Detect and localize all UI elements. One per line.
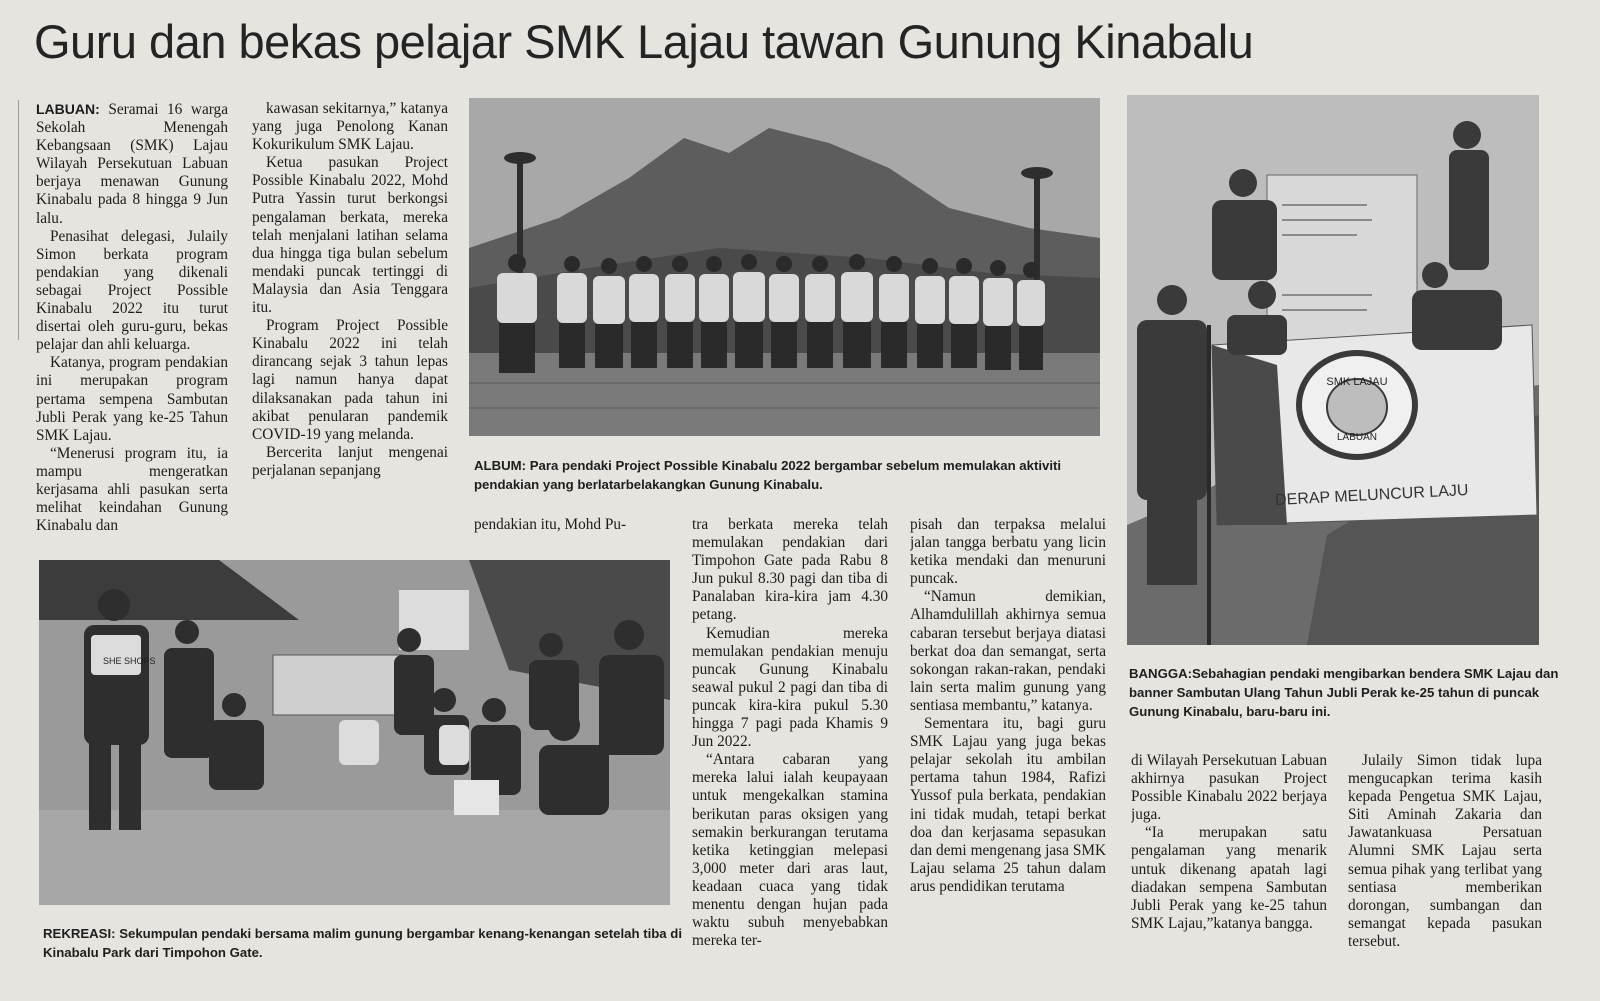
paragraph: di Wilayah Persekutuan Labuan akhirnya pasukan Project Possible Kinabalu 2022 berjaya juga. [1131,752,1327,824]
paragraph: Bercerita lanjut mengenai perjalanan sepanjang [252,443,448,479]
paragraph: Penasihat delegasi, Julaily Simon berkata program pendakian yang dikenali sebagai Project Possible Kinabalu 2022 itu turut disertai oleh guru-guru, bekas pelajar dan ahli keluarga. [36,227,228,354]
article-column-6 [1131,752,1327,962]
article-column-7 [1348,752,1542,962]
paragraph: Julaily Simon tidak lupa mengucapkan terima kasih kepada Pengetua SMK Lajau, Siti Aminah Zakaria dan Jawatankuasa Persatuan Alumni SMK Lajau serta semua pihak yang terlibat yang sentiasa memberikan dorongan, sumbangan dan semangat kepada pasukan tersebut. [1348,752,1542,950]
paragraph: “Namun demikian, Alhamdulillah akhirnya semua cabaran tersebut berjaya diatasi berkat doa dan semangat, serta sokongan rakan-rakan, pendaki lain serta malim gunung yang sentiasa membantu,” katanya. [910,588,1106,714]
caption-label: BANGGA: [1129,666,1193,681]
album-caption [474,456,1094,494]
flag-motto-text: DERAP MELUNCUR LAJU [1274,481,1469,510]
article-column-4 [692,516,888,961]
rekreasi-photo-drawing [39,560,670,905]
paragraph: Katanya, program pendakian ini merupakan program pertama sempena Sambutan Jubli Perak yang ke-25 Tahun SMK Lajau. [36,354,228,444]
headline: Guru dan bekas pelajar SMK Lajau tawan Gunung Kinabalu [34,15,1254,68]
album-photo [469,98,1100,436]
caption-text: Sebahagian pendaki mengibarkan bendera SMK Lajau dan banner Sambutan Ulang Tahun Jubli Perak ke-25 tahun di puncak Gunung Kinabalu, baru-baru ini. [1129,666,1559,719]
bangga-caption [1129,664,1559,721]
rekreasi-caption [43,924,683,962]
paragraph [36,100,228,228]
paragraph: pisah dan terpaksa melalui jalan tangga berbatu yang licin ketika mendaki dan menuruni puncak. [910,516,1106,588]
paragraph: “Antara cabaran yang mereka lalui ialah keupayaan untuk mengekalkan stamina berikutan paras oksigen yang semakin berkurangan terutama ketika ketinggian melepasi 3,000 meter dari aras laut, keadaan cuaca yang tidak menentu dengan hujan pada waktu subuh menyebabkan mereka ter- [692,751,888,950]
article-column-2 [252,100,448,545]
bangga-photo [1127,95,1539,645]
flag-top-text: SMK LAJAU [1326,376,1388,388]
shirt-text: SHE SHOPS [103,656,156,666]
caption-label: REKREASI: [43,926,116,941]
paragraph: Program Project Possible Kinabalu 2022 ini telah dirancang sejak 3 tahun lepas lagi namun hanya dapat dilaksanakan pada tahun ini akibat penularan pandemik COVID-19 yang melanda. [252,317,448,443]
paragraph: tra berkata mereka telah memulakan pendakian dari Timpohon Gate pada Rabu 8 Jun pukul 8.30 pagi dan tiba di Panalaban kira-kira jam 4.30 petang. [692,516,888,624]
paragraph: “Ia merupakan satu pengalaman yang menarik untuk dikenang apatah lagi diadakan sempena Sambutan Jubli Perak yang ke-25 tahun SMK Lajau,”katanya bangga. [1131,824,1327,932]
paragraph: Kemudian mereka memulakan pendakian menuju puncak Gunung Kinabalu seawal pukul 2 pagi dan tiba di puncak kira-kira pukul 5.30 hingga 7 pagi pada Khamis 9 Jun 2022. [692,624,888,751]
article-column-3 [474,516,674,538]
album-photo-drawing [469,98,1100,436]
flag-bottom-text: LABUAN [1336,432,1378,443]
paragraph: Ketua pasukan Project Possible Kinabalu 2022, Mohd Putra Yassin turut berkongsi pengalaman berkata, mereka telah menjalani latihan selama dua hingga tiga bulan sebelum mendaki puncak tertinggi di Malaysia dan Asia Tenggara itu. [252,154,448,317]
caption-text: Para pendaki Project Possible Kinabalu 2022 bergambar sebelum memulakan aktiviti pendakian yang berlatarbelakangkan Gunung Kinabalu. [474,458,1062,492]
article-column-1 [36,100,228,545]
rekreasi-photo [39,560,670,905]
article-column-5 [910,516,1106,961]
caption-text: Sekumpulan pendaki bersama malim gunung bergambar kenang-kenangan setelah tiba di Kinabalu Park dari Timpohon Gate. [43,926,683,960]
paragraph: pendakian itu, Mohd Pu- [474,516,627,533]
column-rule [18,100,19,340]
paragraph-text: Seramai 16 warga Sekolah Menengah Kebangsaan (SMK) Lajau Wilayah Persekutuan Labuan berjaya menawan Gunung Kinabalu pada 8 hingga 9 Jun lalu. [36,101,228,227]
dateline: LABUAN: [36,101,100,117]
paragraph: kawasan sekitarnya,” katanya yang juga Penolong Kanan Kokurikulum SMK Lajau. [252,100,448,154]
bangga-photo-drawing [1127,95,1539,645]
paragraph: “Menerusi program itu, ia mampu mengeratkan kerjasama ahli pasukan serta melihat keindahan Gunung Kinabalu dan [36,444,228,535]
caption-label: ALBUM: [474,458,527,473]
paragraph: Sementara itu, bagi guru SMK Lajau yang juga bekas pelajar sekolah itu ambilan pertama tahun 1984, Rafizi Yussof pula berkata, pendakian ini tidak mudah, tetapi berkat doa dan kerjasama sepasukan dan demi mengenang jasa SMK Lajau selama 25 tahun dalam arus pendidikan terutama [910,715,1106,895]
